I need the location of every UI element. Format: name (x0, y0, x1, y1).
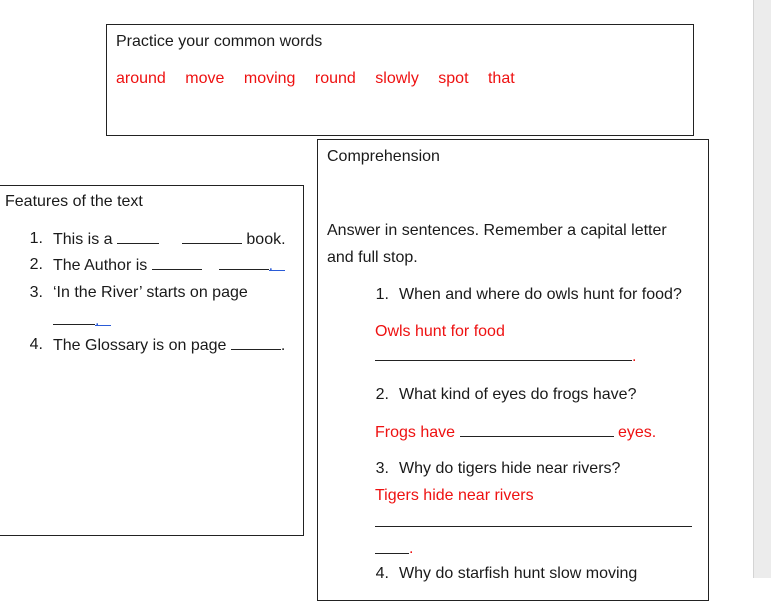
question-number: 3. (375, 460, 389, 477)
word-that: that (487, 70, 515, 87)
feature-text: . (280, 337, 286, 354)
word-around: around (116, 70, 166, 87)
answer-2-text[interactable]: Frogs have eyes. (375, 424, 657, 441)
answer-1-text[interactable]: Owls hunt for food (375, 323, 505, 340)
feature-item-2 (53, 255, 285, 276)
question-3-text: Why do tigers hide near rivers? (399, 460, 621, 477)
feature-item-3: ‘In the River’ starts on page (53, 284, 248, 301)
feature-text: The Glossary is on page (53, 337, 227, 354)
answer-blank[interactable] (117, 229, 159, 244)
answer-blank-link[interactable]: . (269, 256, 285, 271)
features-box (0, 185, 304, 536)
feature-item-4 (53, 335, 285, 356)
features-title: Features of the text (5, 193, 143, 210)
answer-blank[interactable] (152, 255, 202, 270)
vertical-scrollbar[interactable] (753, 0, 771, 578)
word-move: move (185, 70, 225, 87)
feature-item-3-continuation (53, 310, 111, 331)
word-round: round (314, 70, 356, 87)
answer-3-text[interactable]: Tigers hide near rivers (375, 487, 534, 504)
common-words-list (116, 69, 530, 89)
instruction-line-1: Answer in sentences. Remember a capital letter (327, 222, 667, 239)
question-2-text: What kind of eyes do frogs have? (399, 386, 637, 403)
feature-number: 1. (29, 230, 43, 247)
word-moving: moving (243, 70, 296, 87)
question-number: 4. (375, 565, 389, 582)
answer-blank[interactable] (182, 229, 242, 244)
question-number: 2. (375, 386, 389, 403)
answer-1-fullstop: . (632, 348, 637, 365)
answer-3-fullstop: . (409, 540, 414, 557)
question-4-text: Why do starfish hunt slow moving (399, 565, 638, 582)
question-number: 1. (375, 286, 389, 303)
instruction-line-2: and full stop. (327, 249, 418, 266)
answer-3-line-2[interactable] (375, 553, 409, 554)
answer-3-line[interactable] (375, 526, 692, 527)
feature-item-1 (53, 229, 286, 250)
answer-blank-link[interactable]: . (95, 311, 111, 326)
question-1-text: When and where do owls hunt for food? (399, 286, 682, 303)
comprehension-box (317, 139, 709, 601)
feature-number: 3. (29, 284, 43, 301)
comprehension-title: Comprehension (327, 148, 440, 165)
word-spot: spot (438, 70, 469, 87)
common-words-box (106, 24, 694, 136)
feature-number: 4. (29, 336, 43, 353)
feature-text: This is a (53, 231, 113, 248)
common-words-title: Practice your common words (116, 33, 323, 50)
word-slowly: slowly (375, 70, 419, 87)
answer-blank[interactable] (53, 310, 95, 325)
feature-text: book. (246, 231, 286, 248)
answer-blank[interactable] (219, 255, 269, 270)
answer-blank[interactable] (460, 422, 614, 437)
answer-1-line[interactable] (375, 360, 632, 361)
answer-blank[interactable] (231, 335, 281, 350)
feature-number: 2. (29, 256, 43, 273)
feature-text: The Author is (53, 257, 148, 274)
